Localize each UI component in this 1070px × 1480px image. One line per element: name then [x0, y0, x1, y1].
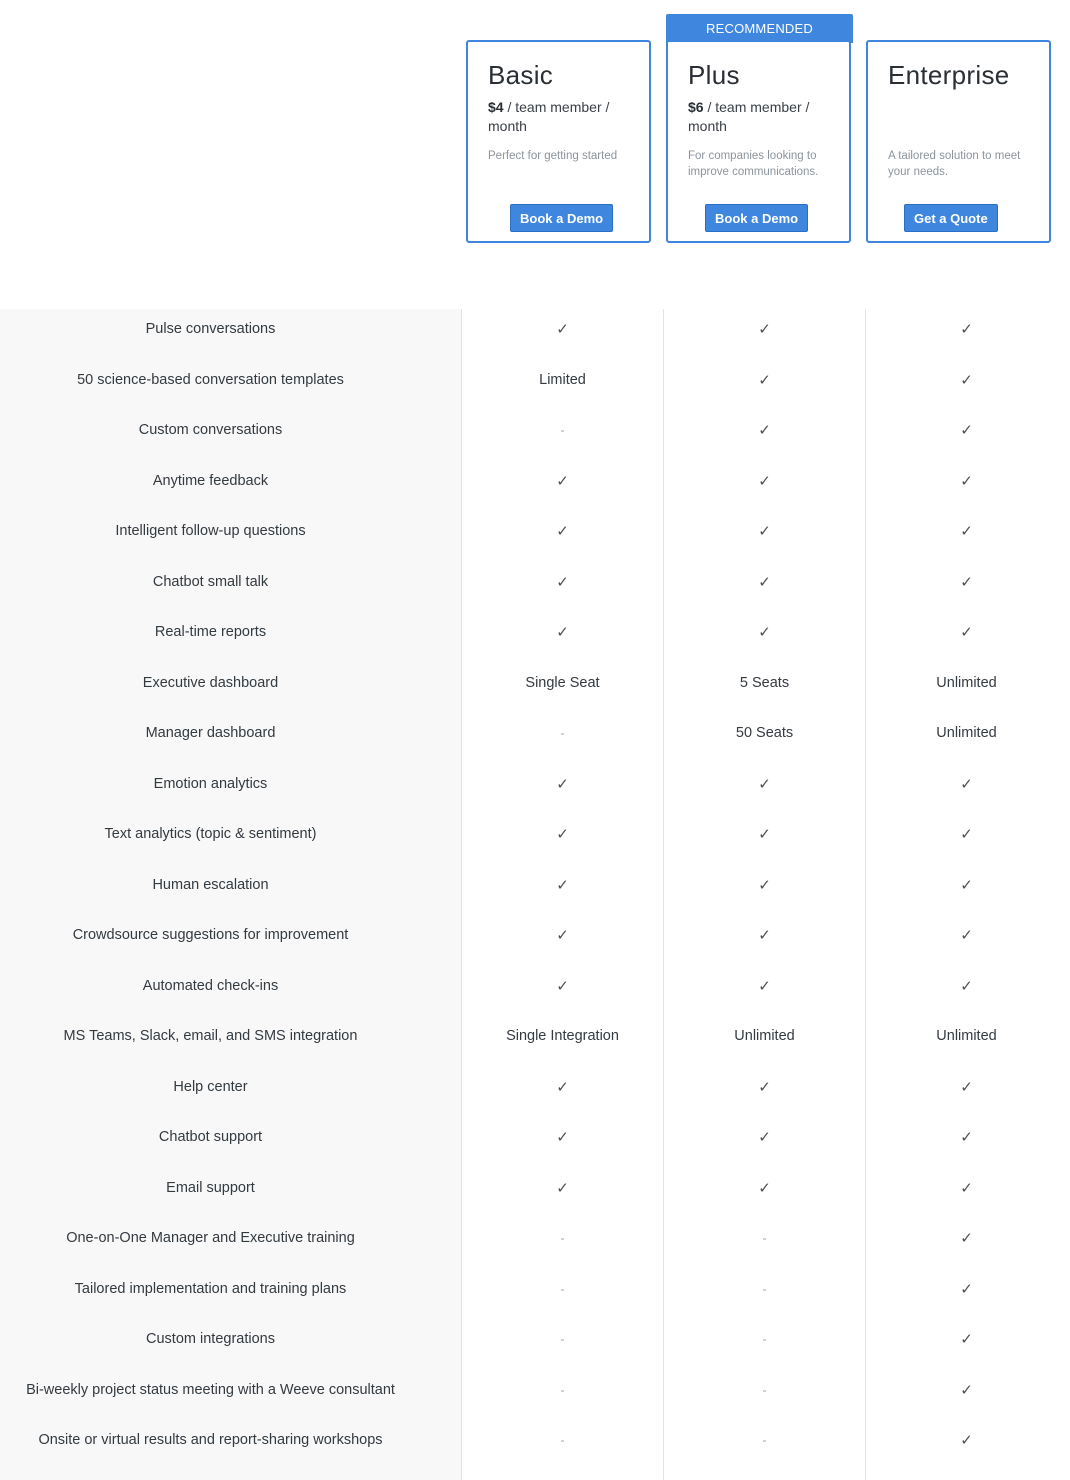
plus-plan-cell: ✓ [758, 927, 771, 944]
enterprise-plan-cell: ✓ [960, 371, 973, 389]
book-demo-button-plus[interactable]: Book a Demo [705, 204, 808, 232]
feature-name-cell: Custom integrations [146, 1331, 275, 1347]
plan-name: Plus [688, 60, 740, 90]
basic-plan-cell: ✓ [556, 472, 569, 490]
table-row [0, 915, 1070, 966]
table-row [0, 764, 1070, 815]
table-row [0, 713, 1070, 764]
feature-rows [0, 309, 1070, 1471]
plus-plan-cell: ✓ [758, 775, 771, 793]
feature-name-cell: Automated check-ins [142, 977, 279, 994]
enterprise-plan-cell: ✓ [960, 321, 973, 338]
plan-price [488, 98, 638, 136]
basic-plan-cell: ✓ [556, 624, 569, 641]
basic-plan-cell: ✓ [556, 775, 569, 793]
enterprise-plan-cell: ✓ [960, 876, 973, 894]
feature-name-cell: Manager dashboard [145, 725, 276, 741]
plan-card-plus [666, 40, 851, 243]
plan-price-unit: / team member / month [688, 99, 810, 134]
table-row [0, 1319, 1070, 1370]
plan-name: Basic [488, 60, 554, 90]
table-row [0, 1269, 1070, 1320]
plus-plan-cell: ✓ [758, 977, 771, 995]
feature-name-cell: Custom conversations [138, 422, 283, 438]
basic-plan-cell: Single Integration [506, 1028, 619, 1044]
enterprise-plan-cell: ✓ [960, 1432, 973, 1449]
plus-plan-cell: - [762, 1433, 767, 1447]
feature-comparison-table [0, 309, 1070, 1480]
table-row [0, 1370, 1070, 1421]
feature-name-cell: Executive dashboard [142, 674, 279, 691]
plan-card-enterprise [866, 40, 1051, 243]
table-row [0, 410, 1070, 461]
feature-name-cell: Email support [166, 1179, 255, 1196]
basic-plan-cell: ✓ [556, 876, 569, 894]
enterprise-plan-cell: ✓ [960, 422, 973, 439]
plus-plan-cell: - [762, 1281, 767, 1296]
enterprise-plan-cell: ✓ [960, 1331, 973, 1348]
enterprise-plan-cell: Unlimited [936, 1028, 997, 1044]
feature-name-cell: Text analytics (topic & sentiment) [104, 826, 317, 842]
feature-name-cell: Human escalation [152, 876, 269, 893]
enterprise-plan-cell: ✓ [960, 1280, 973, 1298]
get-quote-button-enterprise[interactable]: Get a Quote [904, 204, 998, 232]
enterprise-plan-cell: ✓ [960, 1078, 973, 1096]
plus-plan-cell: - [762, 1382, 767, 1397]
basic-plan-cell: - [560, 423, 565, 437]
plus-plan-cell: ✓ [758, 573, 771, 591]
plus-plan-cell: ✓ [758, 523, 771, 540]
plus-plan-cell: ✓ [758, 321, 771, 338]
plus-plan-cell: ✓ [758, 876, 771, 894]
enterprise-plan-cell: ✓ [960, 1381, 973, 1399]
table-row [0, 1016, 1070, 1067]
enterprise-plan-cell: ✓ [960, 927, 973, 944]
basic-plan-cell: Single Seat [525, 674, 600, 691]
plus-plan-cell: ✓ [758, 422, 771, 439]
feature-name-cell: Bi-weekly project status meeting with a Weeve consultant [26, 1381, 395, 1398]
feature-name-cell: 50 science-based conversation templates [77, 371, 344, 388]
basic-plan-cell: - [560, 1433, 565, 1447]
basic-plan-cell: ✓ [556, 1179, 569, 1197]
basic-plan-cell: ✓ [556, 927, 569, 944]
plus-plan-cell: - [762, 1231, 767, 1245]
basic-plan-cell: - [560, 1382, 565, 1397]
plan-description: A tailored solution to meet your needs. [888, 150, 1021, 178]
table-row [0, 309, 1070, 360]
table-row [0, 612, 1070, 663]
basic-plan-cell: Limited [539, 371, 586, 388]
plus-plan-cell: ✓ [758, 472, 771, 490]
basic-plan-cell: - [560, 1231, 565, 1245]
basic-plan-cell: - [560, 1281, 565, 1296]
recommended-badge: RECOMMENDED [666, 14, 853, 43]
enterprise-plan-cell: ✓ [960, 624, 973, 641]
plus-plan-cell: 50 Seats [735, 725, 794, 741]
basic-plan-cell: ✓ [556, 321, 569, 338]
table-row [0, 966, 1070, 1017]
table-row [0, 1420, 1070, 1471]
enterprise-plan-cell: ✓ [960, 775, 973, 793]
table-row [0, 1067, 1070, 1118]
feature-name-cell: Emotion analytics [153, 775, 268, 792]
feature-name-cell: Onsite or virtual results and report-sharing workshops [38, 1432, 383, 1448]
enterprise-plan-cell: ✓ [960, 472, 973, 490]
table-row [0, 865, 1070, 916]
basic-plan-cell: ✓ [556, 1078, 569, 1096]
table-row [0, 1168, 1070, 1219]
feature-name-cell: Real-time reports [154, 624, 267, 640]
plan-description: Perfect for getting started [488, 150, 618, 162]
book-demo-button-basic[interactable]: Book a Demo [510, 204, 613, 232]
plus-plan-cell: Unlimited [734, 1028, 795, 1044]
table-row [0, 461, 1070, 512]
basic-plan-cell: ✓ [556, 826, 569, 843]
basic-plan-cell: ✓ [556, 523, 569, 540]
feature-name-cell: Anytime feedback [152, 472, 269, 489]
feature-name-cell: Help center [173, 1078, 248, 1095]
feature-name-cell: Chatbot small talk [152, 573, 269, 590]
plan-price-amount: $4 [488, 99, 504, 115]
basic-plan-cell: ✓ [556, 573, 569, 591]
feature-name-cell: Tailored implementation and training plans [74, 1280, 347, 1297]
enterprise-plan-cell: ✓ [960, 573, 973, 591]
basic-plan-cell: ✓ [556, 1129, 569, 1146]
enterprise-plan-cell: Unlimited [936, 674, 997, 691]
plus-plan-cell: ✓ [758, 371, 771, 389]
table-row [0, 1117, 1070, 1168]
plan-price [688, 98, 838, 136]
plan-card-basic [466, 40, 651, 243]
table-row [0, 360, 1070, 411]
plus-plan-cell: 5 Seats [739, 674, 790, 691]
enterprise-plan-cell: ✓ [960, 826, 973, 843]
plus-plan-cell: - [762, 1332, 767, 1346]
plan-name: Enterprise [888, 60, 1010, 90]
table-row [0, 562, 1070, 613]
feature-name-cell: Pulse conversations [145, 321, 276, 337]
plus-plan-cell: ✓ [758, 1179, 771, 1197]
table-row [0, 1218, 1070, 1269]
plus-plan-cell: ✓ [758, 1078, 771, 1096]
enterprise-plan-cell: ✓ [960, 1230, 973, 1247]
plan-price-unit: / team member / month [488, 99, 610, 134]
table-row [0, 511, 1070, 562]
feature-name-cell: Crowdsource suggestions for improvement [72, 927, 349, 943]
feature-name-cell: One-on-One Manager and Executive training [66, 1230, 355, 1246]
enterprise-plan-cell: Unlimited [936, 725, 997, 741]
plan-description: For companies looking to improve communications. [688, 150, 819, 178]
basic-plan-cell: - [560, 726, 565, 740]
feature-name-cell: Chatbot support [158, 1129, 263, 1145]
enterprise-plan-cell: ✓ [960, 523, 973, 540]
plus-plan-cell: ✓ [758, 1129, 771, 1146]
plan-cards [466, 14, 1056, 248]
feature-name-cell: Intelligent follow-up questions [115, 523, 306, 539]
basic-plan-cell: - [560, 1332, 565, 1346]
plan-price-amount: $6 [688, 99, 704, 115]
enterprise-plan-cell: ✓ [960, 1129, 973, 1146]
table-row [0, 814, 1070, 865]
table-row [0, 663, 1070, 714]
basic-plan-cell: ✓ [556, 977, 569, 995]
feature-name-cell: MS Teams, Slack, email, and SMS integration [63, 1028, 358, 1044]
enterprise-plan-cell: ✓ [960, 977, 973, 995]
enterprise-plan-cell: ✓ [960, 1179, 973, 1197]
plus-plan-cell: ✓ [758, 624, 771, 641]
plus-plan-cell: ✓ [758, 826, 771, 843]
